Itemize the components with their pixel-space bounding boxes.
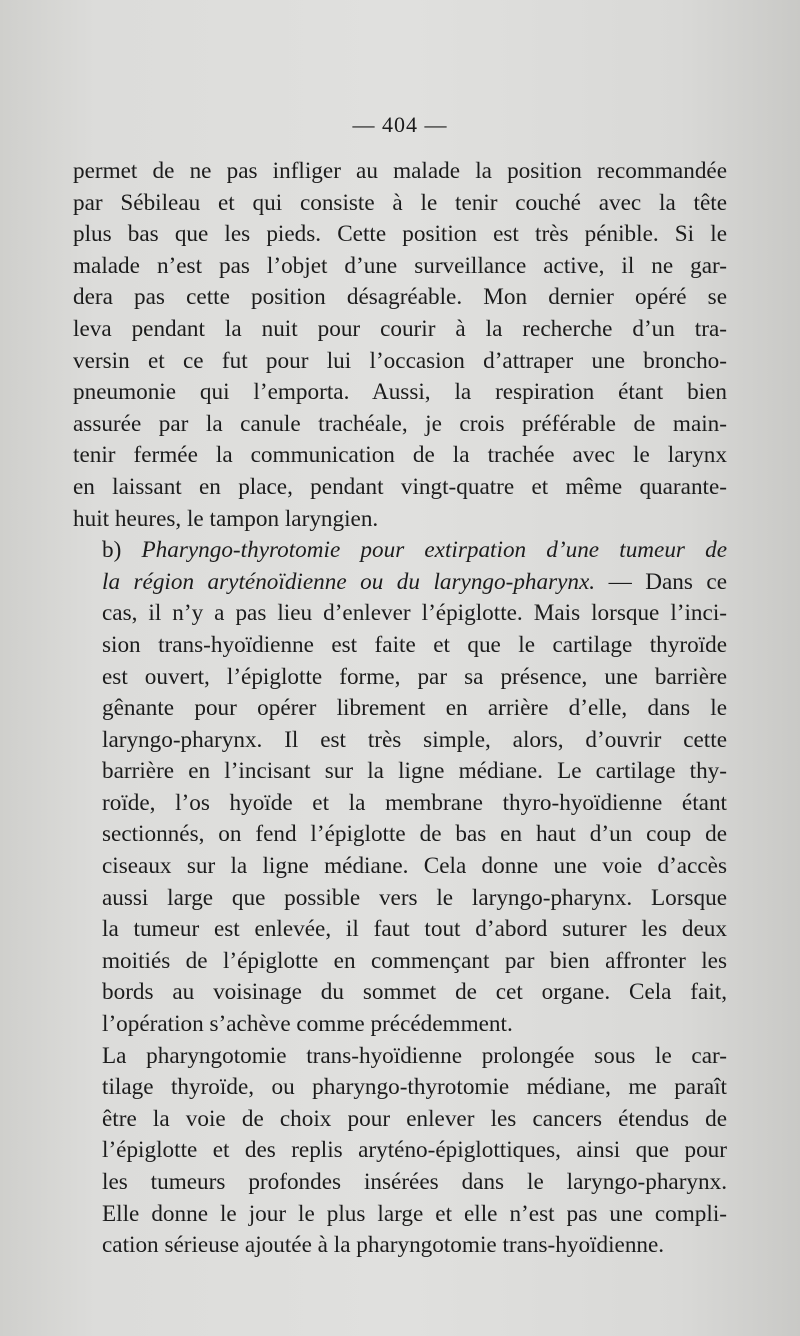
text-line: cation sérieuse ajoutée à la pharyngotomie trans-hyoïdienne. — [102, 1232, 665, 1259]
text-line: aussi large que possible vers le laryngo-pharynx. Lorsque — [102, 884, 727, 911]
text-line: l’épiglotte et des replis aryténo-épiglottiques, ainsi que pour — [102, 1137, 727, 1164]
text-line: l’opération s’achève comme précédemment. — [102, 1011, 513, 1038]
text-line: pneumonie qui l’emporta. Aussi, la respiration étant bien — [73, 379, 727, 406]
text-line: assurée par la canule trachéale, je crois préférable de main- — [73, 410, 727, 437]
text-line: être la voie de choix pour enlever les cancers étendus de — [102, 1105, 727, 1132]
text-line: huit heures, le tampon laryngien. — [73, 505, 379, 532]
text-line: moitiés de l’épiglotte en commençant par bien affronter les — [102, 947, 727, 974]
text-line: malade n’est pas l’objet d’une surveillance active, il ne gar- — [73, 252, 727, 279]
text-line: la tumeur est enlevée, il faut tout d’abord suturer les deux — [102, 916, 727, 943]
text-line: ciseaux sur la ligne médiane. Cela donne une voie d’accès — [102, 853, 727, 880]
text-line: barrière en l’incisant sur la ligne médiane. Le cartilage thy- — [102, 758, 727, 785]
text-line: Elle donne le jour le plus large et elle n’est pas une compli- — [102, 1200, 727, 1227]
text-line: cas, il n’y a pas lieu d’enlever l’épiglotte. Mais lorsque l’inci- — [102, 600, 727, 627]
text-line: roïde, l’os hyoïde et la membrane thyro-hyoïdienne étant — [102, 789, 727, 816]
text-line: les tumeurs profondes insérées dans le laryngo-pharynx. — [102, 1169, 727, 1195]
section-heading-italic-2: la région aryténoïdienne ou du laryngo-pharynx. — [102, 568, 596, 595]
section-heading-italic-1: Pharyngo-thyrotomie pour extirpation d’une tumeur de — [141, 537, 727, 564]
text-line: plus bas que les pieds. Cette position est très pénible. Si le — [73, 221, 727, 248]
text-line: sion trans-hyoïdienne est faite et que le cartilage thyroïde — [102, 631, 727, 658]
text-line: en laissant en place, pendant vingt-quatre et même quarante- — [73, 473, 727, 500]
paragraph-3 — [73, 1041, 727, 1262]
text-line: tenir fermée la communication de la trachée avec le larynx — [73, 442, 727, 469]
text-line: La pharyngotomie trans-hyoïdienne prolongée sous le car- — [102, 1042, 727, 1069]
page-number: — 404 — — [352, 112, 448, 137]
text-line: tilage thyroïde, ou pharyngo-thyrotomie médiane, me paraît — [102, 1074, 727, 1101]
text-line: versin et ce fut pour lui l’occasion d’attraper une broncho- — [73, 347, 727, 374]
paragraph-2-heading-line-2 — [73, 567, 727, 599]
heading-prefix: b) — [102, 537, 142, 564]
text-line: dera pas cette position désagréable. Mon dernier opéré se — [73, 284, 727, 311]
text-line: par Sébileau et qui consiste à le tenir couché avec la tête — [73, 189, 727, 216]
text-line: leva pendant la nuit pour courir à la recherche d’un tra- — [73, 315, 727, 342]
text-line: est ouvert, l’épiglotte forme, par sa présence, une barrière — [102, 663, 727, 690]
paragraph-2-heading-line-1 — [73, 535, 727, 567]
text-line: permet de ne pas infliger au malade la position recommandée — [73, 158, 727, 184]
text-line: sectionnés, on fend l’épiglotte de bas en haut d’un coup de — [102, 821, 727, 848]
text-line: bords au voisinage du sommet de cet organe. Cela fait, — [102, 979, 727, 1006]
text-line: gênante pour opérer librement en arrière d’elle, dans le — [102, 695, 727, 722]
text-line: laryngo-pharynx. Il est très simple, alors, d’ouvrir cette — [102, 726, 727, 753]
paragraph-1 — [73, 156, 727, 535]
paragraph-2 — [73, 535, 727, 1041]
heading-rest: — Dans ce — [595, 568, 727, 595]
body-text — [73, 156, 727, 1262]
